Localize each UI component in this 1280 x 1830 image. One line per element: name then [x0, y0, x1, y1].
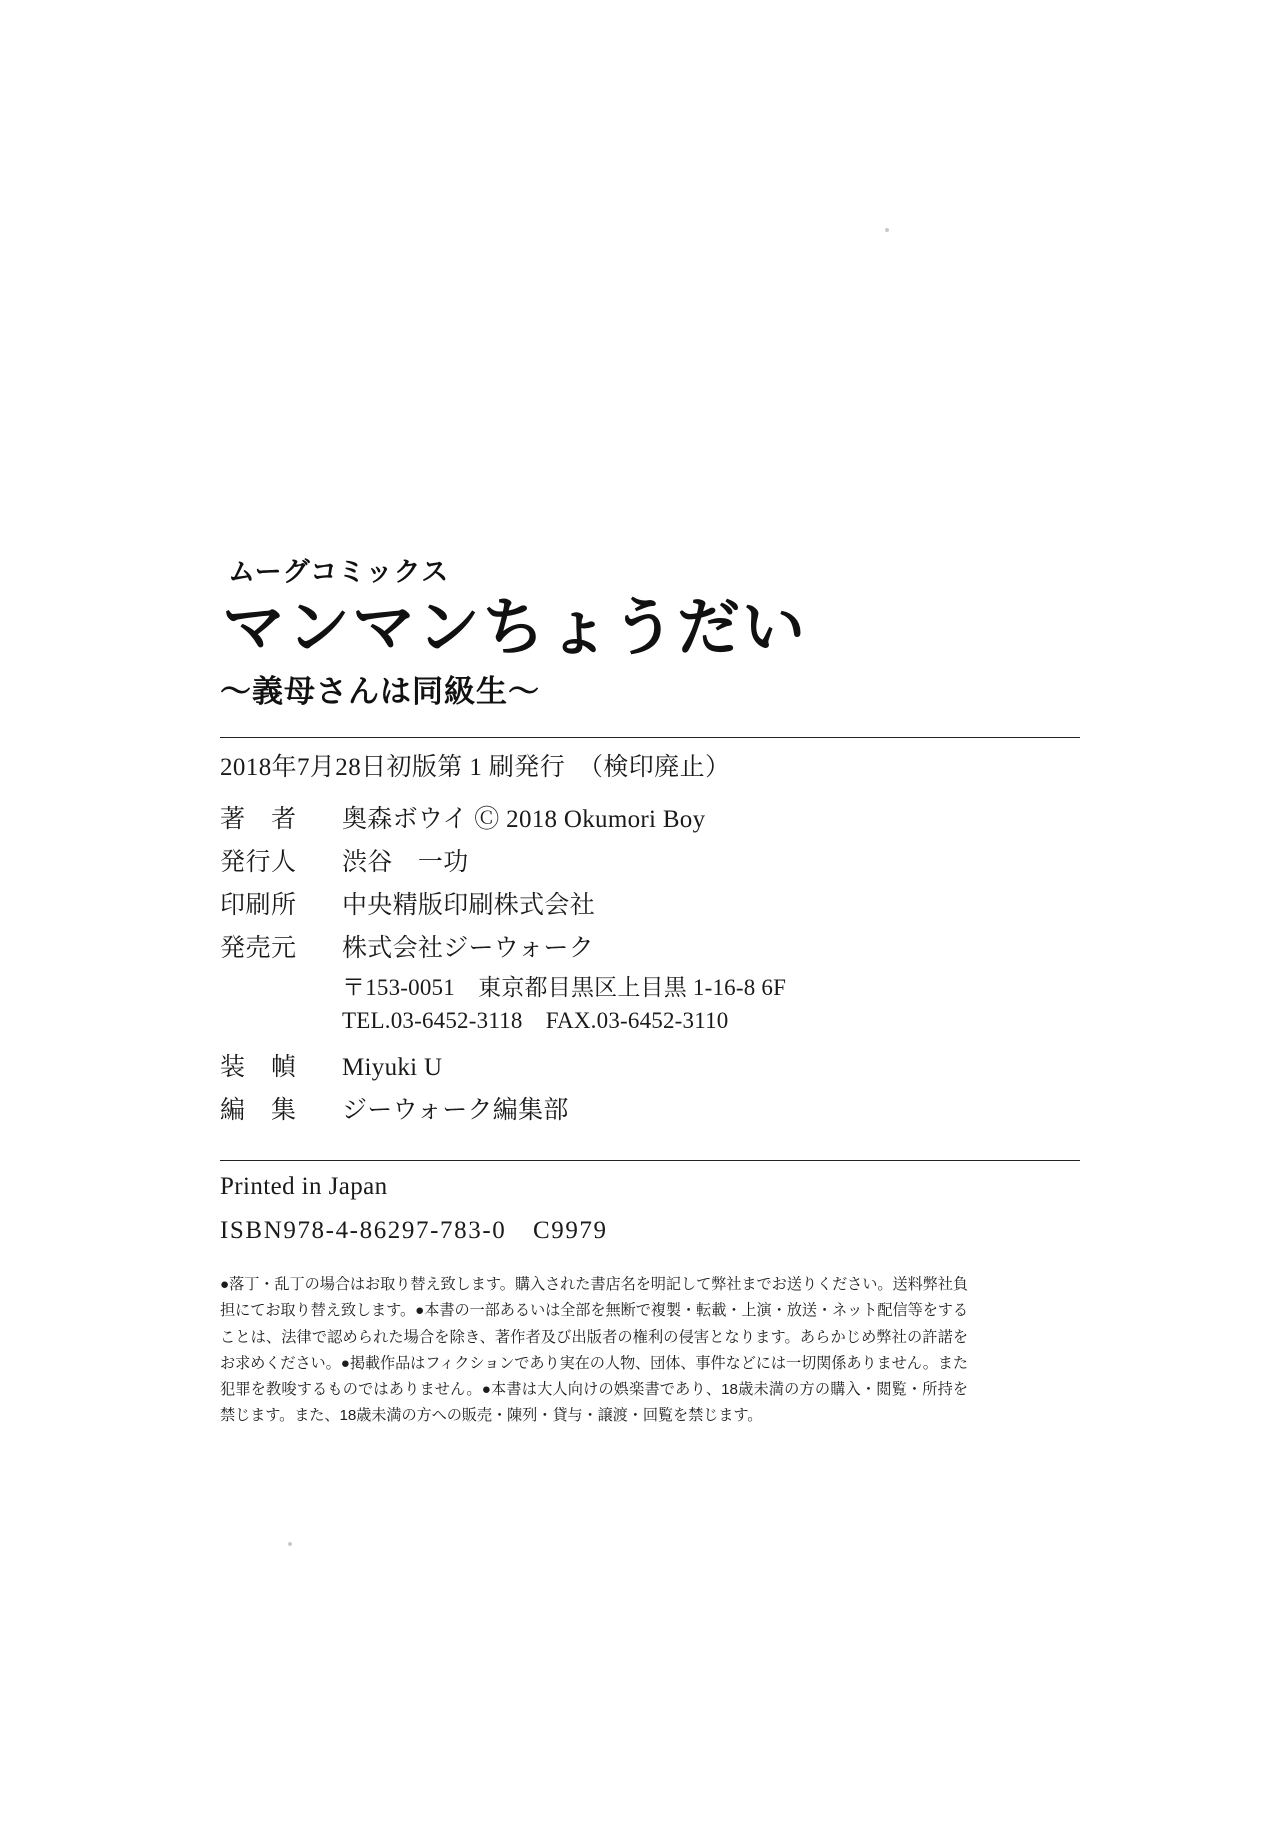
credit-label: 発行人 [220, 848, 297, 876]
publication-line: 2018年7月28日初版第 1 刷発行 （検印廃止） [220, 753, 731, 781]
credit-row [220, 1047, 1080, 1083]
credit-row [220, 885, 1080, 921]
credit-value: 奥森ボウイ Ⓒ 2018 Okumori Boy [342, 805, 706, 833]
credit-row [220, 842, 1080, 878]
book-subtitle: 〜義母さんは同級生〜 [220, 673, 540, 709]
credit-value: 中央精版印刷株式会社 [342, 891, 596, 919]
credit-label: 装 幀 [220, 1054, 297, 1082]
phone-fax-line: TEL.03-6452-3118 FAX.03-6452-3110 [342, 1007, 729, 1033]
legal-notice: ●落丁・乱丁の場合はお取り替え致します。購入された書店名を明記して弊社までお送りください。送料弊社負担にてお取り替え致します。●本書の一部あるいは全部を無断で複製・転載・上演・放送・ネット配信等をすることは、法律で認められた場合を除き、著作者及び出版者の権利の侵害となります。あらかじめ弊社の許諾をお求めください。●掲載作品はフィクションであり実在の人物、団体、事件などには一切関係ありません。また犯罪を教唆するものではありません。●本書は大人向けの娯楽書であり、18歳未満の方の購入・閲覧・所持を禁じます。また、18歳未満の方への販売・陳列・貸与・譲渡・回覧を禁じます。 [220, 1276, 968, 1424]
series-label: ムーグコミックス [228, 557, 450, 587]
credit-value: 渋谷 一功 [342, 848, 469, 876]
publication-line-section [220, 737, 1080, 783]
credit-label: 著 者 [220, 805, 297, 833]
registration-speck [288, 1542, 292, 1546]
printed-in-japan: Printed in Japan [220, 1173, 388, 1201]
credit-label: 編 集 [220, 1097, 297, 1125]
imprint-footer [220, 1160, 1080, 1246]
credit-row [220, 928, 1080, 964]
credits-list [220, 799, 1080, 1127]
credit-value: 株式会社ジーウォーク [342, 934, 595, 962]
book-title: マンマンちょうだい [222, 593, 807, 663]
credit-label: 発売元 [220, 934, 297, 962]
colophon-block [220, 550, 1080, 1429]
publisher-address [342, 971, 1080, 1038]
credit-label: 印刷所 [220, 891, 297, 919]
credit-row [220, 799, 1080, 835]
credit-row [220, 1090, 1080, 1126]
credit-value: ジーウォーク編集部 [342, 1097, 569, 1125]
address-line: 〒153-0051 東京都目黒区上目黒 1-16-8 6F [342, 974, 787, 1000]
isbn-code: ISBN978-4-86297-783-0 C9979 [220, 1217, 608, 1245]
credit-value: Miyuki U [342, 1054, 443, 1082]
registration-speck [885, 228, 889, 232]
